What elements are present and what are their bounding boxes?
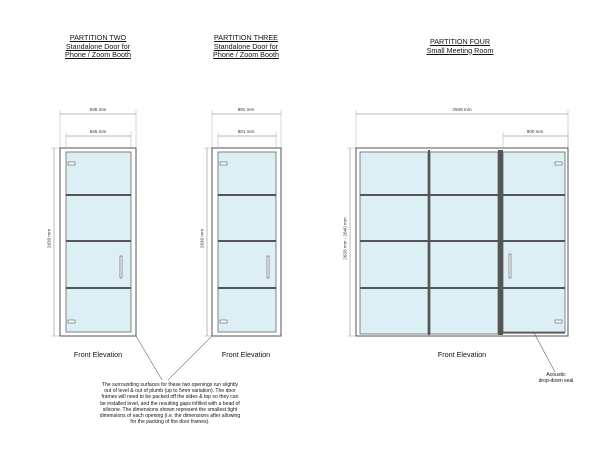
- partition-four-title: [410, 38, 510, 55]
- partition-two-elevation-label: Front Elevation: [73, 350, 123, 359]
- partition-four-height: 2633 mm - 2640 mm: [342, 217, 348, 260]
- partition-three-subtitle-2: Phone / Zoom Booth: [213, 50, 279, 60]
- partition-four-title-text: PARTITION FOUR: [429, 37, 491, 46]
- partition-four-elevation-label: Front Elevation: [437, 350, 487, 359]
- partition-two-subtitle-2: Phone / Zoom Booth: [65, 50, 131, 60]
- partition-three-height: 2630 mm: [199, 228, 205, 249]
- partition-three-overall-width: 891 mm: [237, 107, 255, 112]
- note-line: for the packing of the door frames).: [130, 419, 210, 426]
- note-line: frames will need to be packed off the sides & top so they can: [101, 394, 239, 401]
- partition-three-title: [196, 34, 296, 60]
- partition-three-elevation-label: Front Elevation: [221, 350, 271, 359]
- partition-two-title: [48, 34, 148, 60]
- note-leader-left: [136, 336, 162, 380]
- partition-four-door-width: 900 mm: [526, 129, 544, 134]
- partition-three-subtitle-1: Standalone Door for: [213, 41, 279, 51]
- acoustic-seal-line-2: drop-down seal: [538, 378, 574, 385]
- note-line: silicone. The dimensions shown represent the smallest tight: [102, 406, 238, 413]
- acoustic-seal-line-1: Acoustic: [546, 372, 566, 378]
- partition-two-overall-width: 935 mm: [89, 107, 107, 112]
- partition-two-height: 2630 mm: [46, 228, 52, 249]
- partition-two-door-width: 845 mm: [89, 129, 107, 134]
- note-line: be installed level, and the resulting gaps infilled with a bead of: [100, 400, 240, 407]
- partition-three-elevation: [204, 110, 281, 336]
- acoustic-seal-label: [528, 372, 584, 384]
- partition-two-elevation: [51, 110, 136, 336]
- partition-three-title-text: PARTITION THREE: [214, 33, 278, 42]
- installation-note: [86, 382, 254, 425]
- partition-four-overall-width: 2949 mm: [452, 107, 472, 112]
- partition-two-subtitle-1: Standalone Door for: [65, 41, 131, 51]
- note-line: out of level & out of plumb (up to 5mm variation). The door: [104, 388, 236, 395]
- note-line: dimensions of each opening (i.e. the dimensions after allowing: [99, 413, 241, 420]
- partition-two-title-text: PARTITION TWO: [69, 33, 127, 42]
- partition-four-elevation: [347, 110, 568, 372]
- partition-four-subtitle-1: Small Meeting Room: [426, 45, 494, 55]
- partition-three-door-width: 801 mm: [237, 129, 255, 134]
- note-line: The surrounding surfaces for these two openings run slightly: [101, 382, 239, 388]
